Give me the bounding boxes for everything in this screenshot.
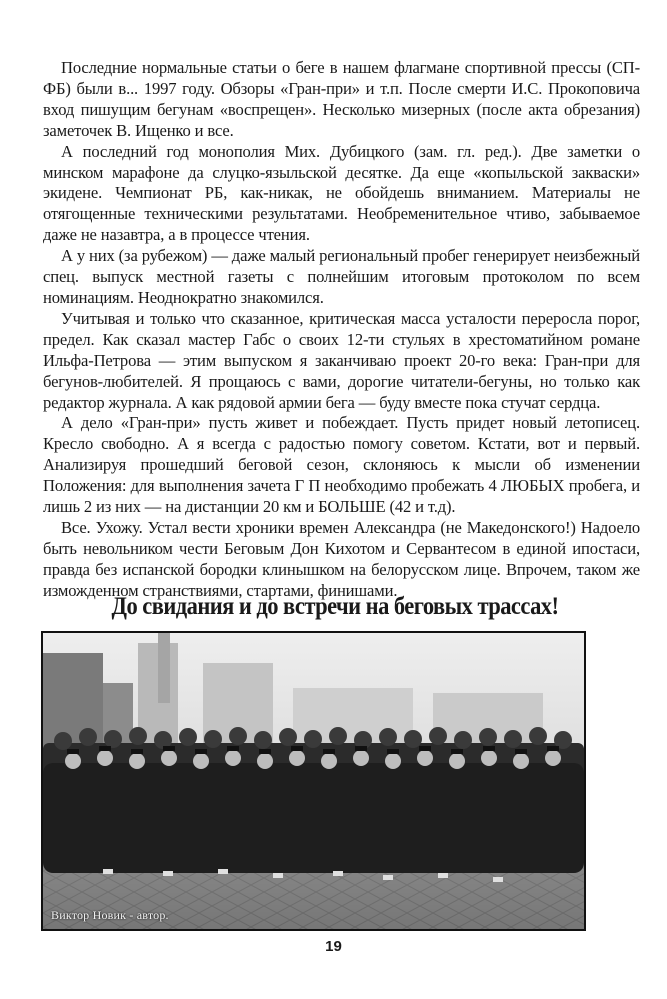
paragraph: А у них (за рубежом) — даже малый региональный пробег генерирует неизбежный спец. выпуск местной газеты с полнейшим итоговым протоколом по всем номинациям. Неоднократно знакомился. [43,246,640,307]
group-photo-illustration [43,633,584,929]
paragraph: Все. Ухожу. Устал вести хроники времен Александра (не Македонского!) Надоело быть невольником чести Беговым Дон Кихотом и Сервантесом в единой ипостаси, правда без испанской бородки клинышком на белорусском лице. Впрочем, таком же изможденном странствиями, стартами, финишами. [43,517,640,600]
article-body [43,58,640,602]
page-number: 19 [325,938,342,955]
paragraph: А последний год монополия Мих. Дубицкого (зам. гл. ред.). Две заметки о минском марафоне да слуцко-языльской десятке. Да еще «копыльской закваски» экидене. Чемпионат РБ, как-никак, не обойдешь вниманием. Материалы не отягощенные техническими результатами. Необременительное чтиво, забываемое даже не назавтра, а в процессе чтения. [43,141,640,245]
paragraph: Учитывая и только что сказанное, критическая масса усталости переросла порог, предел. Как сказал мастер Габс о своих 12-ти стульях в хрестоматийном романе Ильфа-Петрова — этим выпуском я заканчиваю проект 20-го века: Гран-при для бегунов-любителей. Я прощаюсь с вами, дорогие читатели-бегуны, но только как редактор журнала. А как рядовой армии бега — буду вместе пока стучат сердца. [43,308,640,412]
group-photo [41,631,586,931]
paragraph: А дело «Гран-при» пусть живет и побеждает. Пусть придет новый летописец. Кресло свободно. А я всегда с радостью помогу советом. Кстати, вот и первый. Анализируя прошедший беговой сезон, склоняюсь к мысли об изменении Положения: для выполнения зачета Г П необходимо пробежать 4 ЛЮБЫХ пробега, и лишь 2 из них — на дистанции 20 км и БОЛЬШЕ (42 и т.д). [43,413,640,517]
photo-caption: Виктор Новик - автор. [51,908,169,922]
paragraph: Последние нормальные статьи о беге в нашем флагмане спортивной прессы (СП-ФБ) были в... 1997 году. Обзоры «Гран-при» и т.п. После смерти И.С. Прокоповича вход пишущим бегунам «воспрещен». Несколько мизерных (после акта обрезания) заметочек В. Ищенко и все. [43,58,640,140]
farewell-headline: До свидания и до встречи на беговых трассах! [111,593,559,620]
